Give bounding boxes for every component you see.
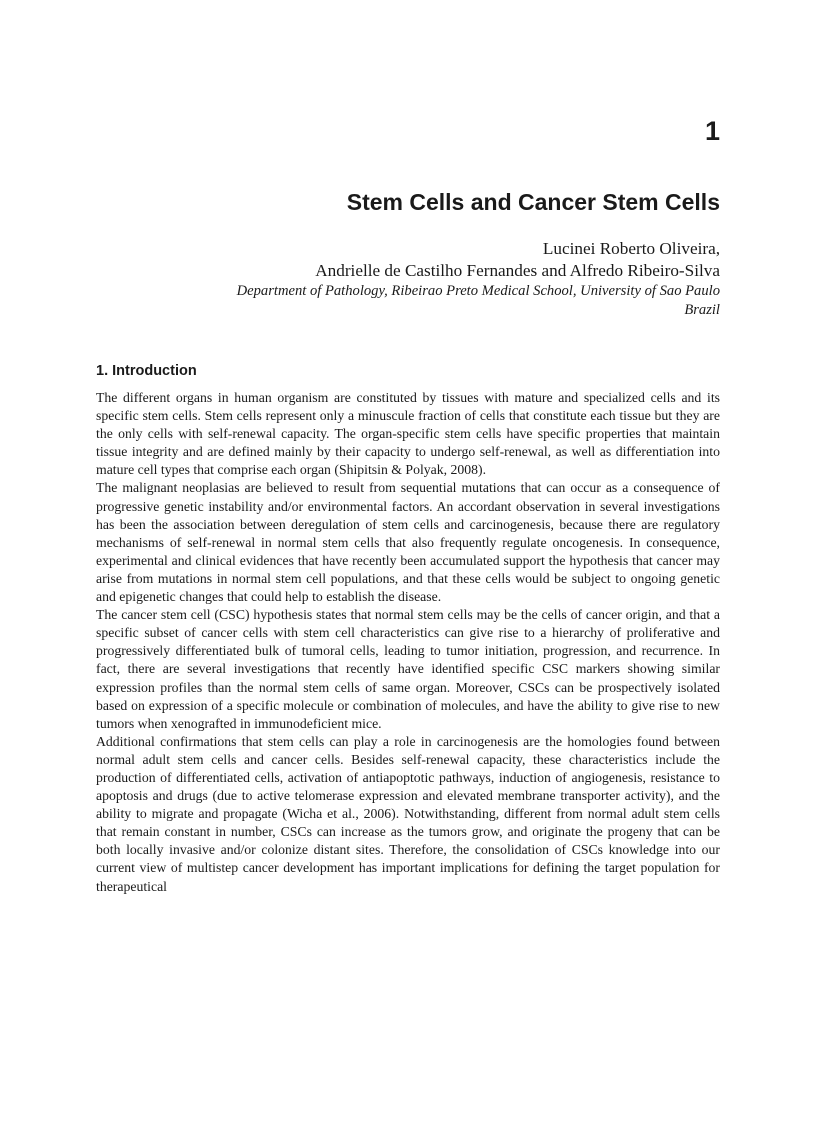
chapter-number: 1 xyxy=(704,116,720,146)
affiliation xyxy=(96,282,720,320)
affiliation-line: Department of Pathology, Ribeirao Preto Medical School, University of Sao Paulo xyxy=(236,283,720,299)
section-body xyxy=(96,389,720,896)
paragraph: The cancer stem cell (CSC) hypothesis states that normal stem cells may be the cells of cancer origin, and that a specific subset of cancer cells with stem cell characteristics can give rise to a hierarchy of proliferative and progressively differentiated bulk of tumoral cells, leading to tumor initiation, progression, and recurrence. In fact, there are several investigations that recently have identified specific CSC markers showing similar expression profiles than the normal stem cells of same organ. Moreover, CSCs can be prospectively isolated based on expression of a specific molecule or combination of molecules, and have the ability to give rise to new tumors when xenografted in immunodeficient mice. xyxy=(96,607,720,731)
affiliation-country: Brazil xyxy=(684,302,720,318)
paragraph: The different organs in human organism are constituted by tissues with mature and specialized cells and its specific stem cells. Stem cells represent only a minuscule fraction of cells that constitute each tissue but they are the only cells with self-renewal capacity. The organ-specific stem cells have specific properties that maintain tissue integrity and are defined mainly by their capacity to undergo self-renewal, as well as differentiation into mature cell types that comprise each organ (Shipitsin & Polyak, 2008). xyxy=(96,390,720,478)
author-list xyxy=(96,238,720,281)
section-heading: 1. Introduction xyxy=(96,363,197,379)
document-page xyxy=(96,0,720,1123)
paragraph: The malignant neoplasias are believed to result from sequential mutations that can occur as a consequence of progressive genetic instability and/or environmental factors. An accordant observation in several investigations has been the association between deregulation of stem cells and carcinogenesis, because there are regulatory mechanisms of self-renewal in normal stem cells that also frequently regulate oncogenesis. In consequence, experimental and clinical evidences that have recently been accumulated support the hypothesis that cancer may arise from mutations in normal stem cell populations, and that these cells would be subject to ongoing genetic and epigenetic changes that could help to establish the disease. xyxy=(96,480,720,605)
chapter-title: Stem Cells and Cancer Stem Cells xyxy=(346,189,720,215)
author-line: Andrielle de Castilho Fernandes and Alfredo Ribeiro-Silva xyxy=(315,260,720,280)
paragraph: Additional confirmations that stem cells can play a role in carcinogenesis are the homologies found between normal adult stem cells and cancer cells. Besides self-renewal capacity, these characteristics include the production of differentiated cells, activation of antiapoptotic pathways, induction of angiogenesis, resistance to apoptosis and drugs (due to active telomerase expression and elevated membrane transporter activity), and the ability to migrate and propagate (Wicha et al., 2006). Notwithstanding, different from normal adult stem cells that remain constant in number, CSCs can increase as the tumors grow, and originate the progeny that can be both locally invasive and/or colonize distant sites. Therefore, the consolidation of CSCs knowledge into our current view of multistep cancer development has important implications for defining the target population for therapeutical xyxy=(96,733,720,894)
author-line: Lucinei Roberto Oliveira, xyxy=(542,239,720,258)
